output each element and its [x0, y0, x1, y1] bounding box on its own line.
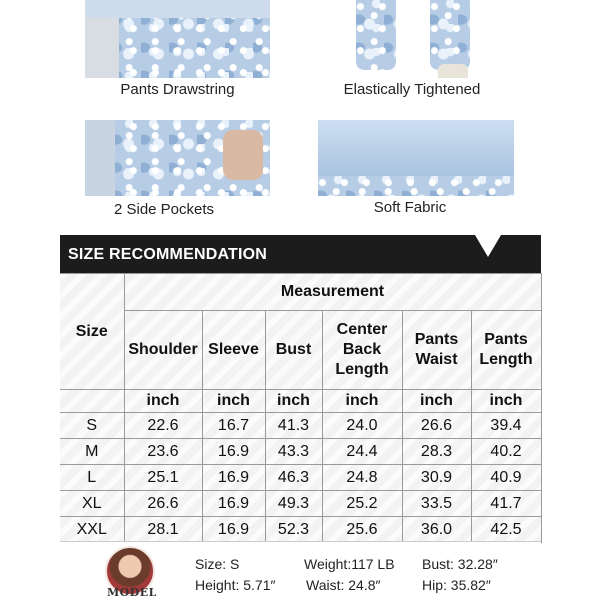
model-weight: Weight:117 LB	[304, 556, 395, 572]
photo-pants-drawstring	[85, 0, 270, 78]
value-cell: 24.0	[322, 413, 402, 439]
size-cell: XL	[60, 491, 124, 517]
column-header: Center Back Length	[322, 311, 402, 390]
size-cell: S	[60, 413, 124, 439]
model-bust: Bust: 32.28″	[422, 556, 498, 572]
value-cell: 26.6	[402, 413, 471, 439]
value-cell: 23.6	[124, 439, 202, 465]
value-cell: 41.7	[471, 491, 541, 517]
value-cell: 39.4	[471, 413, 541, 439]
size-recommendation-header	[60, 235, 541, 273]
value-cell: 22.6	[124, 413, 202, 439]
column-header: Bust	[265, 311, 322, 390]
value-cell: 16.9	[202, 491, 265, 517]
table-row	[60, 439, 541, 465]
photo-soft-fabric	[318, 120, 514, 196]
value-cell: 24.8	[322, 465, 402, 491]
model-info	[60, 541, 541, 601]
value-cell: 43.3	[265, 439, 322, 465]
chevron-down-icon	[475, 235, 501, 257]
value-cell: 16.7	[202, 413, 265, 439]
value-cell: 42.5	[471, 517, 541, 543]
photo-elastic-cuffs	[350, 0, 475, 78]
size-column-header: Size	[60, 274, 124, 390]
size-table	[60, 273, 542, 543]
photo-side-pockets	[85, 120, 270, 196]
model-label: MODEL	[107, 586, 157, 599]
value-cell: 26.6	[124, 491, 202, 517]
value-cell: 46.3	[265, 465, 322, 491]
value-cell: 28.1	[124, 517, 202, 543]
model-size: Size: S	[195, 556, 240, 572]
value-cell: 25.1	[124, 465, 202, 491]
unit-label: inch	[265, 390, 322, 413]
value-cell: 16.9	[202, 439, 265, 465]
column-header: Sleeve	[202, 311, 265, 390]
column-header: Shoulder	[124, 311, 202, 390]
table-row	[60, 465, 541, 491]
value-cell: 52.3	[265, 517, 322, 543]
size-cell: XXL	[60, 517, 124, 543]
value-cell: 36.0	[402, 517, 471, 543]
unit-label: inch	[471, 390, 541, 413]
caption-soft-fabric: Soft Fabric	[373, 199, 447, 216]
value-cell: 25.6	[322, 517, 402, 543]
model-hip: Hip: 35.82″	[422, 577, 491, 593]
column-header: Pants Length	[471, 311, 541, 390]
value-cell: 16.9	[202, 465, 265, 491]
model-waist: Waist: 24.8″	[306, 577, 381, 593]
value-cell: 16.9	[202, 517, 265, 543]
value-cell: 28.3	[402, 439, 471, 465]
unit-label: inch	[124, 390, 202, 413]
value-cell: 25.2	[322, 491, 402, 517]
size-table-panel	[60, 273, 541, 541]
model-height: Height: 5.71″	[195, 577, 276, 593]
table-row	[60, 517, 541, 543]
unit-spacer	[60, 390, 124, 413]
size-cell: L	[60, 465, 124, 491]
caption-elastically-tightened: Elastically Tightened	[343, 81, 481, 98]
value-cell: 40.2	[471, 439, 541, 465]
value-cell: 30.9	[402, 465, 471, 491]
unit-label: inch	[322, 390, 402, 413]
table-row	[60, 491, 541, 517]
value-cell: 33.5	[402, 491, 471, 517]
table-row	[60, 413, 541, 439]
size-cell: M	[60, 439, 124, 465]
measurement-header: Measurement	[124, 274, 541, 311]
unit-label: inch	[402, 390, 471, 413]
caption-side-pockets: 2 Side Pockets	[113, 201, 215, 218]
unit-label: inch	[202, 390, 265, 413]
value-cell: 40.9	[471, 465, 541, 491]
value-cell: 49.3	[265, 491, 322, 517]
value-cell: 24.4	[322, 439, 402, 465]
size-recommendation-title: SIZE RECOMMENDATION	[68, 246, 268, 263]
value-cell: 41.3	[265, 413, 322, 439]
column-header: Pants Waist	[402, 311, 471, 390]
caption-pants-drawstring: Pants Drawstring	[120, 81, 235, 98]
